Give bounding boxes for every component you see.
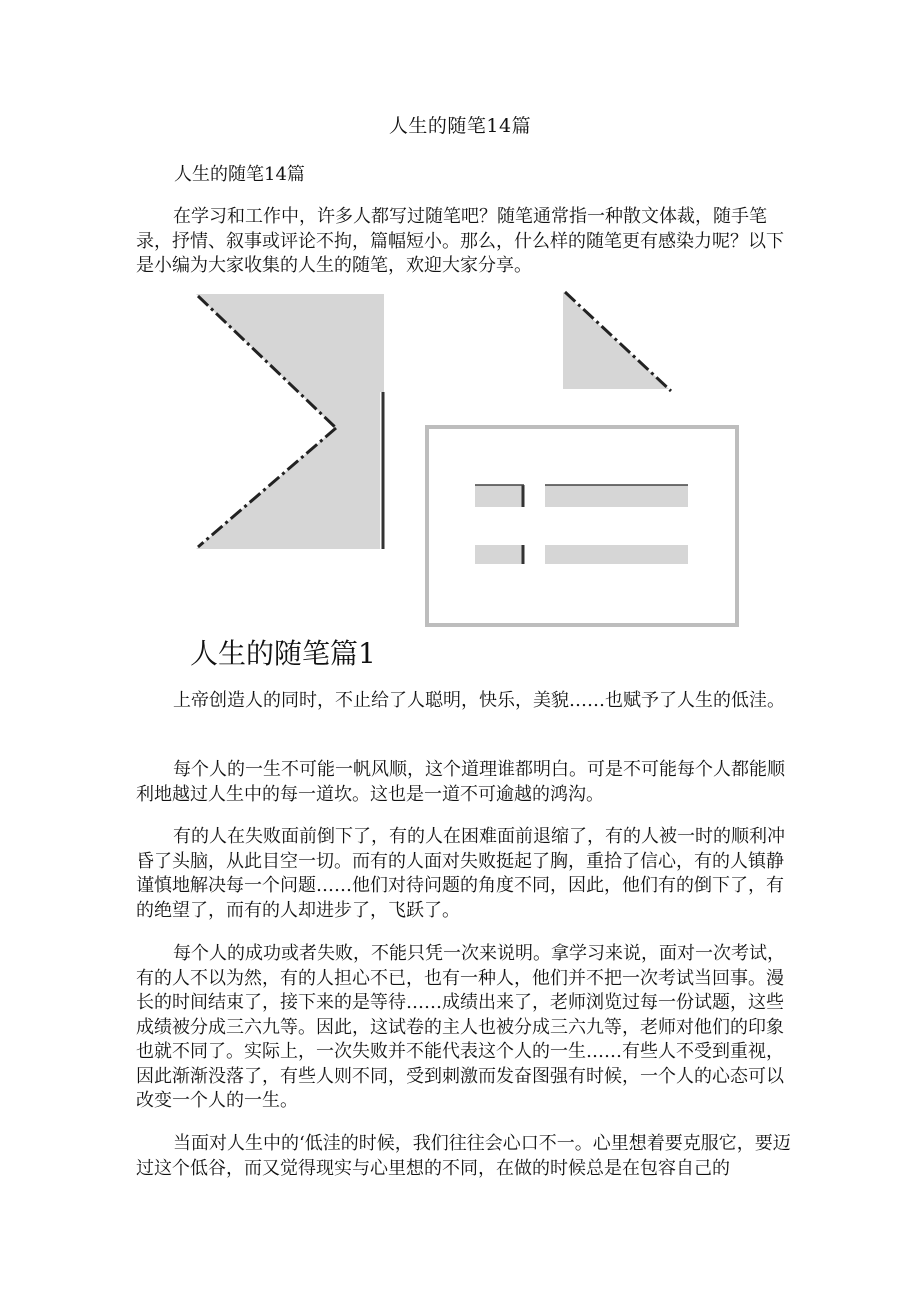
form-frame bbox=[427, 427, 737, 625]
body-paragraph-1: 上帝创造人的同时，不止给了人聪明，快乐，美貌……也赋予了人生的低洼。 bbox=[173, 690, 785, 711]
document-title: 人生的随笔14篇 bbox=[388, 115, 532, 137]
body-paragraph-5: 当面对人生中的‘低洼的时候，我们往往会心口不一。心里想着要克服它，要迈过这个低谷，而又觉得现实与心里想的不同，在做的时候总是在包容自己的 bbox=[136, 1133, 791, 1179]
intro-paragraph: 在学习和工作中，许多人都写过随笔吧？随笔通常指一种散文体裁，随手笔录，抒情、叙事或评论不拘，篇幅短小。那么，什么样的随笔更有感染力呢？以下是小编为大家收集的人生的随笔，欢迎大家分享。 bbox=[136, 206, 784, 276]
form-field-box-2 bbox=[545, 545, 688, 564]
body-paragraph-3: 有的人在失败面前倒下了，有的人在困难面前退缩了，有的人被一时的顺利冲昏了头脑，从此目空一切。而有的人面对失败挺起了胸，重拾了信心，有的人镇静谨慎地解决每一个问题……他们对待问题的角度不同，因此，他们有的倒下了，有的绝望了，而有的人却进步了，飞跃了。 bbox=[136, 826, 785, 921]
decorative-illustration bbox=[0, 0, 920, 640]
form-label-box-1 bbox=[475, 485, 524, 507]
form-field-box-1 bbox=[545, 485, 688, 507]
section-heading: 人生的随笔篇1 bbox=[190, 637, 376, 670]
body-paragraph-4: 每个人的成功或者失败，不能只凭一次来说明。拿学习来说，面对一次考试，有的人不以为然，有的人担心不已，也有一种人，他们并不把一次考试当回事。漫长的时间结束了，接下来的是等待……成绩出来了，老师浏览过每一份试题，这些成绩被分成三六九等。因此，这试卷的主人也被分成三六九等，老师对他们的印象也就不同了。实际上，一次失败并不能代表这个人的一生……有些人不受到重视，因此渐渐没落了，有些人则不同，受到刺激而发奋图强有时候，一个人的心态可以改变一个人的一生。 bbox=[136, 943, 785, 1111]
form-label-box-2 bbox=[475, 545, 524, 564]
body-paragraph-2: 每个人的一生不可能一帆风顺，这个道理谁都明白。可是不可能每个人都能顺利地越过人生中的每一道坎。这也是一道不可逾越的鸿沟。 bbox=[136, 759, 785, 805]
chevron-shape bbox=[196, 294, 384, 549]
document-subtitle: 人生的随笔14篇 bbox=[174, 164, 305, 185]
